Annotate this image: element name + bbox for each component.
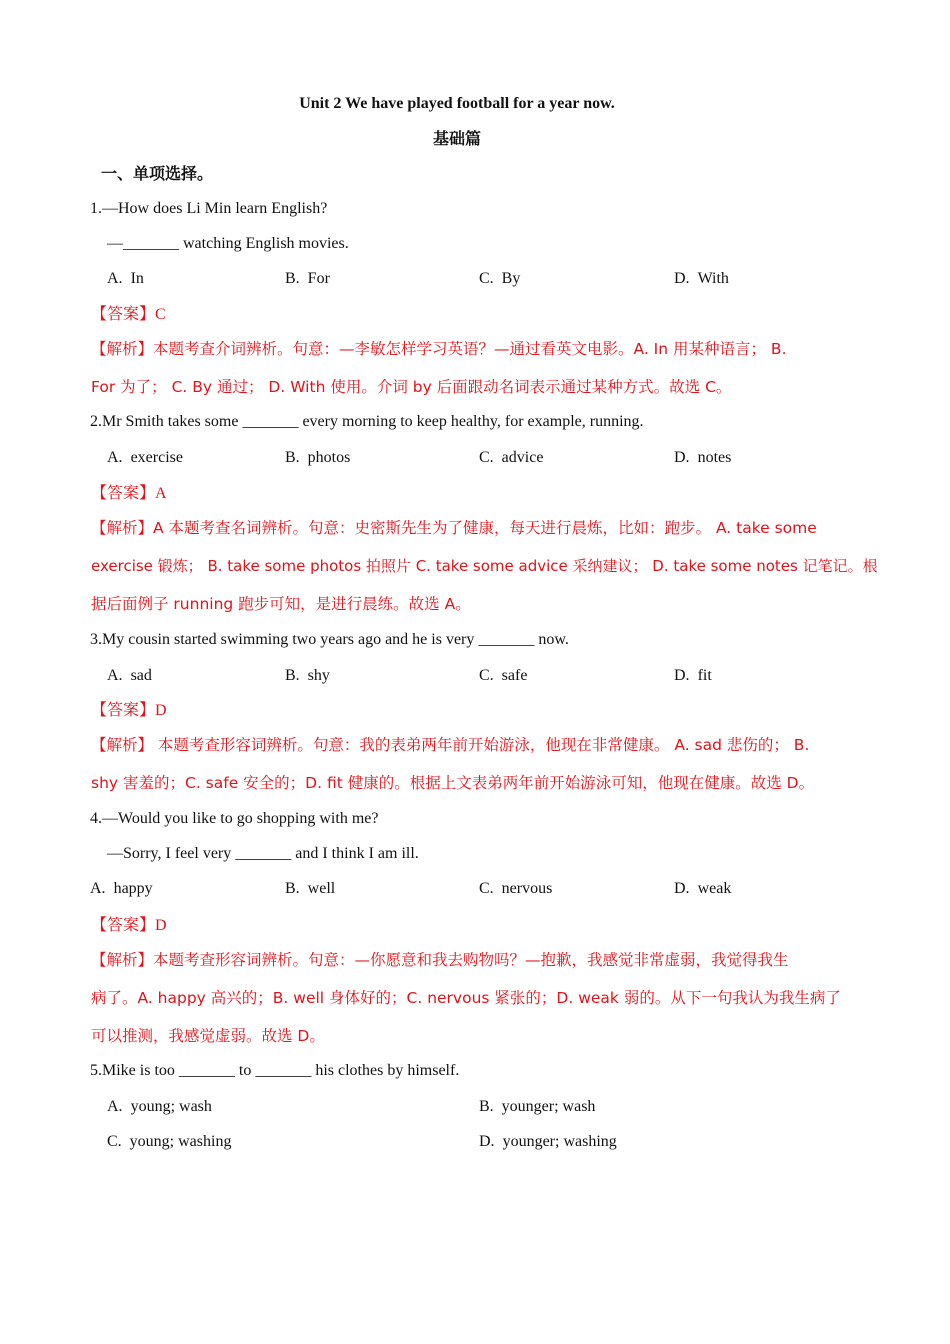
option-text: advice	[501, 449, 544, 466]
section-heading: 一、单项选择。	[101, 164, 214, 183]
option-text: safe	[501, 667, 528, 684]
option-text: fit	[697, 667, 712, 684]
option-text: sad	[130, 667, 152, 684]
question-3-stem: 3.My cousin started swimming two years ago and he is very _______ now.	[90, 631, 569, 648]
question-4-option-d	[674, 879, 731, 899]
option-label: D.	[674, 880, 690, 897]
question-4-answer	[91, 915, 167, 936]
option-label: B.	[285, 667, 300, 684]
option-label: B.	[285, 880, 300, 897]
option-text: For	[307, 270, 330, 287]
option-label: A.	[107, 1098, 123, 1115]
question-2-explanation-line2: exercise 锻炼； B. take some photos 拍照片 C. take some advice 采纳建议； D. take some notes 记笔记。根	[91, 557, 878, 575]
option-label: A.	[107, 667, 123, 684]
option-text: In	[130, 270, 144, 287]
question-2-option-c	[479, 448, 543, 468]
question-4-option-c	[479, 879, 552, 899]
option-label: C.	[479, 449, 494, 466]
option-text: weak	[697, 880, 732, 897]
question-3-explanation-line2: shy 害羞的；C. safe 安全的；D. fit 健康的。根据上文表弟两年前开始游泳可知，他现在健康。故选 D。	[91, 774, 815, 792]
option-label: C.	[479, 667, 494, 684]
question-4-explanation-line2: 病了。A. happy 高兴的；B. well 身体好的；C. nervous 紧张的；D. weak 弱的。从下一句我认为我生病了	[91, 989, 841, 1007]
answer-label: 【答案】	[91, 483, 156, 502]
option-label: D.	[674, 270, 690, 287]
answer-value: A	[155, 485, 167, 502]
question-2-explanation-line1: 【解析】A 本题考查名词辨析。句意：史密斯先生为了健康，每天进行晨炼，比如：跑步。 A. take some	[91, 519, 817, 537]
option-text: well	[307, 880, 336, 897]
document-title: Unit 2 We have played football for a year now.	[299, 95, 615, 112]
question-3-option-c	[479, 666, 527, 686]
option-text: nervous	[501, 880, 553, 897]
option-label: B.	[285, 449, 300, 466]
option-text: happy	[113, 880, 153, 897]
question-5-option-a	[107, 1097, 212, 1117]
question-1-option-b	[285, 269, 330, 289]
option-label: D.	[674, 449, 690, 466]
answer-value: D	[155, 702, 167, 719]
question-3-answer	[91, 700, 167, 721]
question-3-option-b	[285, 666, 330, 686]
option-text: By	[501, 270, 521, 287]
option-text: With	[697, 270, 729, 287]
option-label: A.	[90, 880, 106, 897]
option-label: C.	[479, 880, 494, 897]
option-text: young; wash	[130, 1098, 212, 1115]
option-label: C.	[107, 1133, 122, 1150]
question-1-explanation-line1: 【解析】本题考查介词辨析。句意：—李敏怎样学习英语？—通过看英文电影。A. In 用某种语言； B.	[91, 340, 787, 358]
question-1-explanation-line2: For 为了； C. By 通过； D. With 使用。介词 by 后面跟动名词表示通过某种方式。故选 C。	[91, 378, 732, 396]
question-2-option-a	[107, 448, 183, 468]
answer-label: 【答案】	[91, 915, 156, 934]
answer-label: 【答案】	[91, 304, 156, 323]
question-4-option-a	[90, 879, 153, 899]
option-text: photos	[307, 449, 351, 466]
question-4-stem-line2: —Sorry, I feel very _______ and I think I am ill.	[107, 845, 419, 862]
question-1-option-a	[107, 269, 144, 289]
question-5-option-c	[107, 1132, 231, 1152]
question-2-option-b	[285, 448, 350, 468]
question-1-answer	[91, 304, 166, 325]
question-2-stem: 2.Mr Smith takes some _______ every morning to keep healthy, for example, running.	[90, 413, 644, 430]
question-1-stem: 1.—How does Li Min learn English?	[90, 200, 328, 217]
answer-label: 【答案】	[91, 700, 156, 719]
question-4-stem: 4.—Would you like to go shopping with me?	[90, 810, 379, 827]
question-4-explanation-line3: 可以推测，我感觉虚弱。故选 D。	[91, 1027, 325, 1045]
question-2-option-d	[674, 448, 731, 468]
question-1-option-c	[479, 269, 520, 289]
question-5-option-d	[479, 1132, 617, 1152]
question-3-explanation-line1: 【解析】 本题考查形容词辨析。句意：我的表弟两年前开始游泳，他现在非常健康。 A. sad 悲伤的； B.	[91, 736, 810, 754]
option-label: B.	[479, 1098, 494, 1115]
question-2-explanation-line3: 据后面例子 running 跑步可知，是进行晨练。故选 A。	[91, 595, 471, 613]
option-text: younger; wash	[501, 1098, 596, 1115]
question-4-explanation-line1: 【解析】本题考查形容词辨析。句意：—你愿意和我去购物吗？—抱歉，我感觉非常虚弱，我觉得我生	[91, 951, 789, 969]
answer-value: D	[155, 917, 167, 934]
question-1-option-d	[674, 269, 729, 289]
answer-value: C	[155, 306, 166, 323]
option-label: C.	[479, 270, 494, 287]
question-3-option-a	[107, 666, 152, 686]
option-text: young; washing	[129, 1133, 232, 1150]
option-text: exercise	[130, 449, 183, 466]
question-5-stem: 5.Mike is too _______ to _______ his clothes by himself.	[90, 1062, 460, 1079]
option-label: D.	[674, 667, 690, 684]
option-label: A.	[107, 270, 123, 287]
question-3-option-d	[674, 666, 712, 686]
question-2-answer	[91, 483, 167, 504]
question-4-option-b	[285, 879, 335, 899]
option-label: D.	[479, 1133, 495, 1150]
option-label: A.	[107, 449, 123, 466]
option-label: B.	[285, 270, 300, 287]
option-text: shy	[307, 667, 330, 684]
option-text: younger; washing	[502, 1133, 617, 1150]
question-5-option-b	[479, 1097, 595, 1117]
option-text: notes	[697, 449, 732, 466]
question-1-stem-line2: —_______ watching English movies.	[107, 235, 349, 252]
document-subtitle: 基础篇	[432, 129, 481, 148]
